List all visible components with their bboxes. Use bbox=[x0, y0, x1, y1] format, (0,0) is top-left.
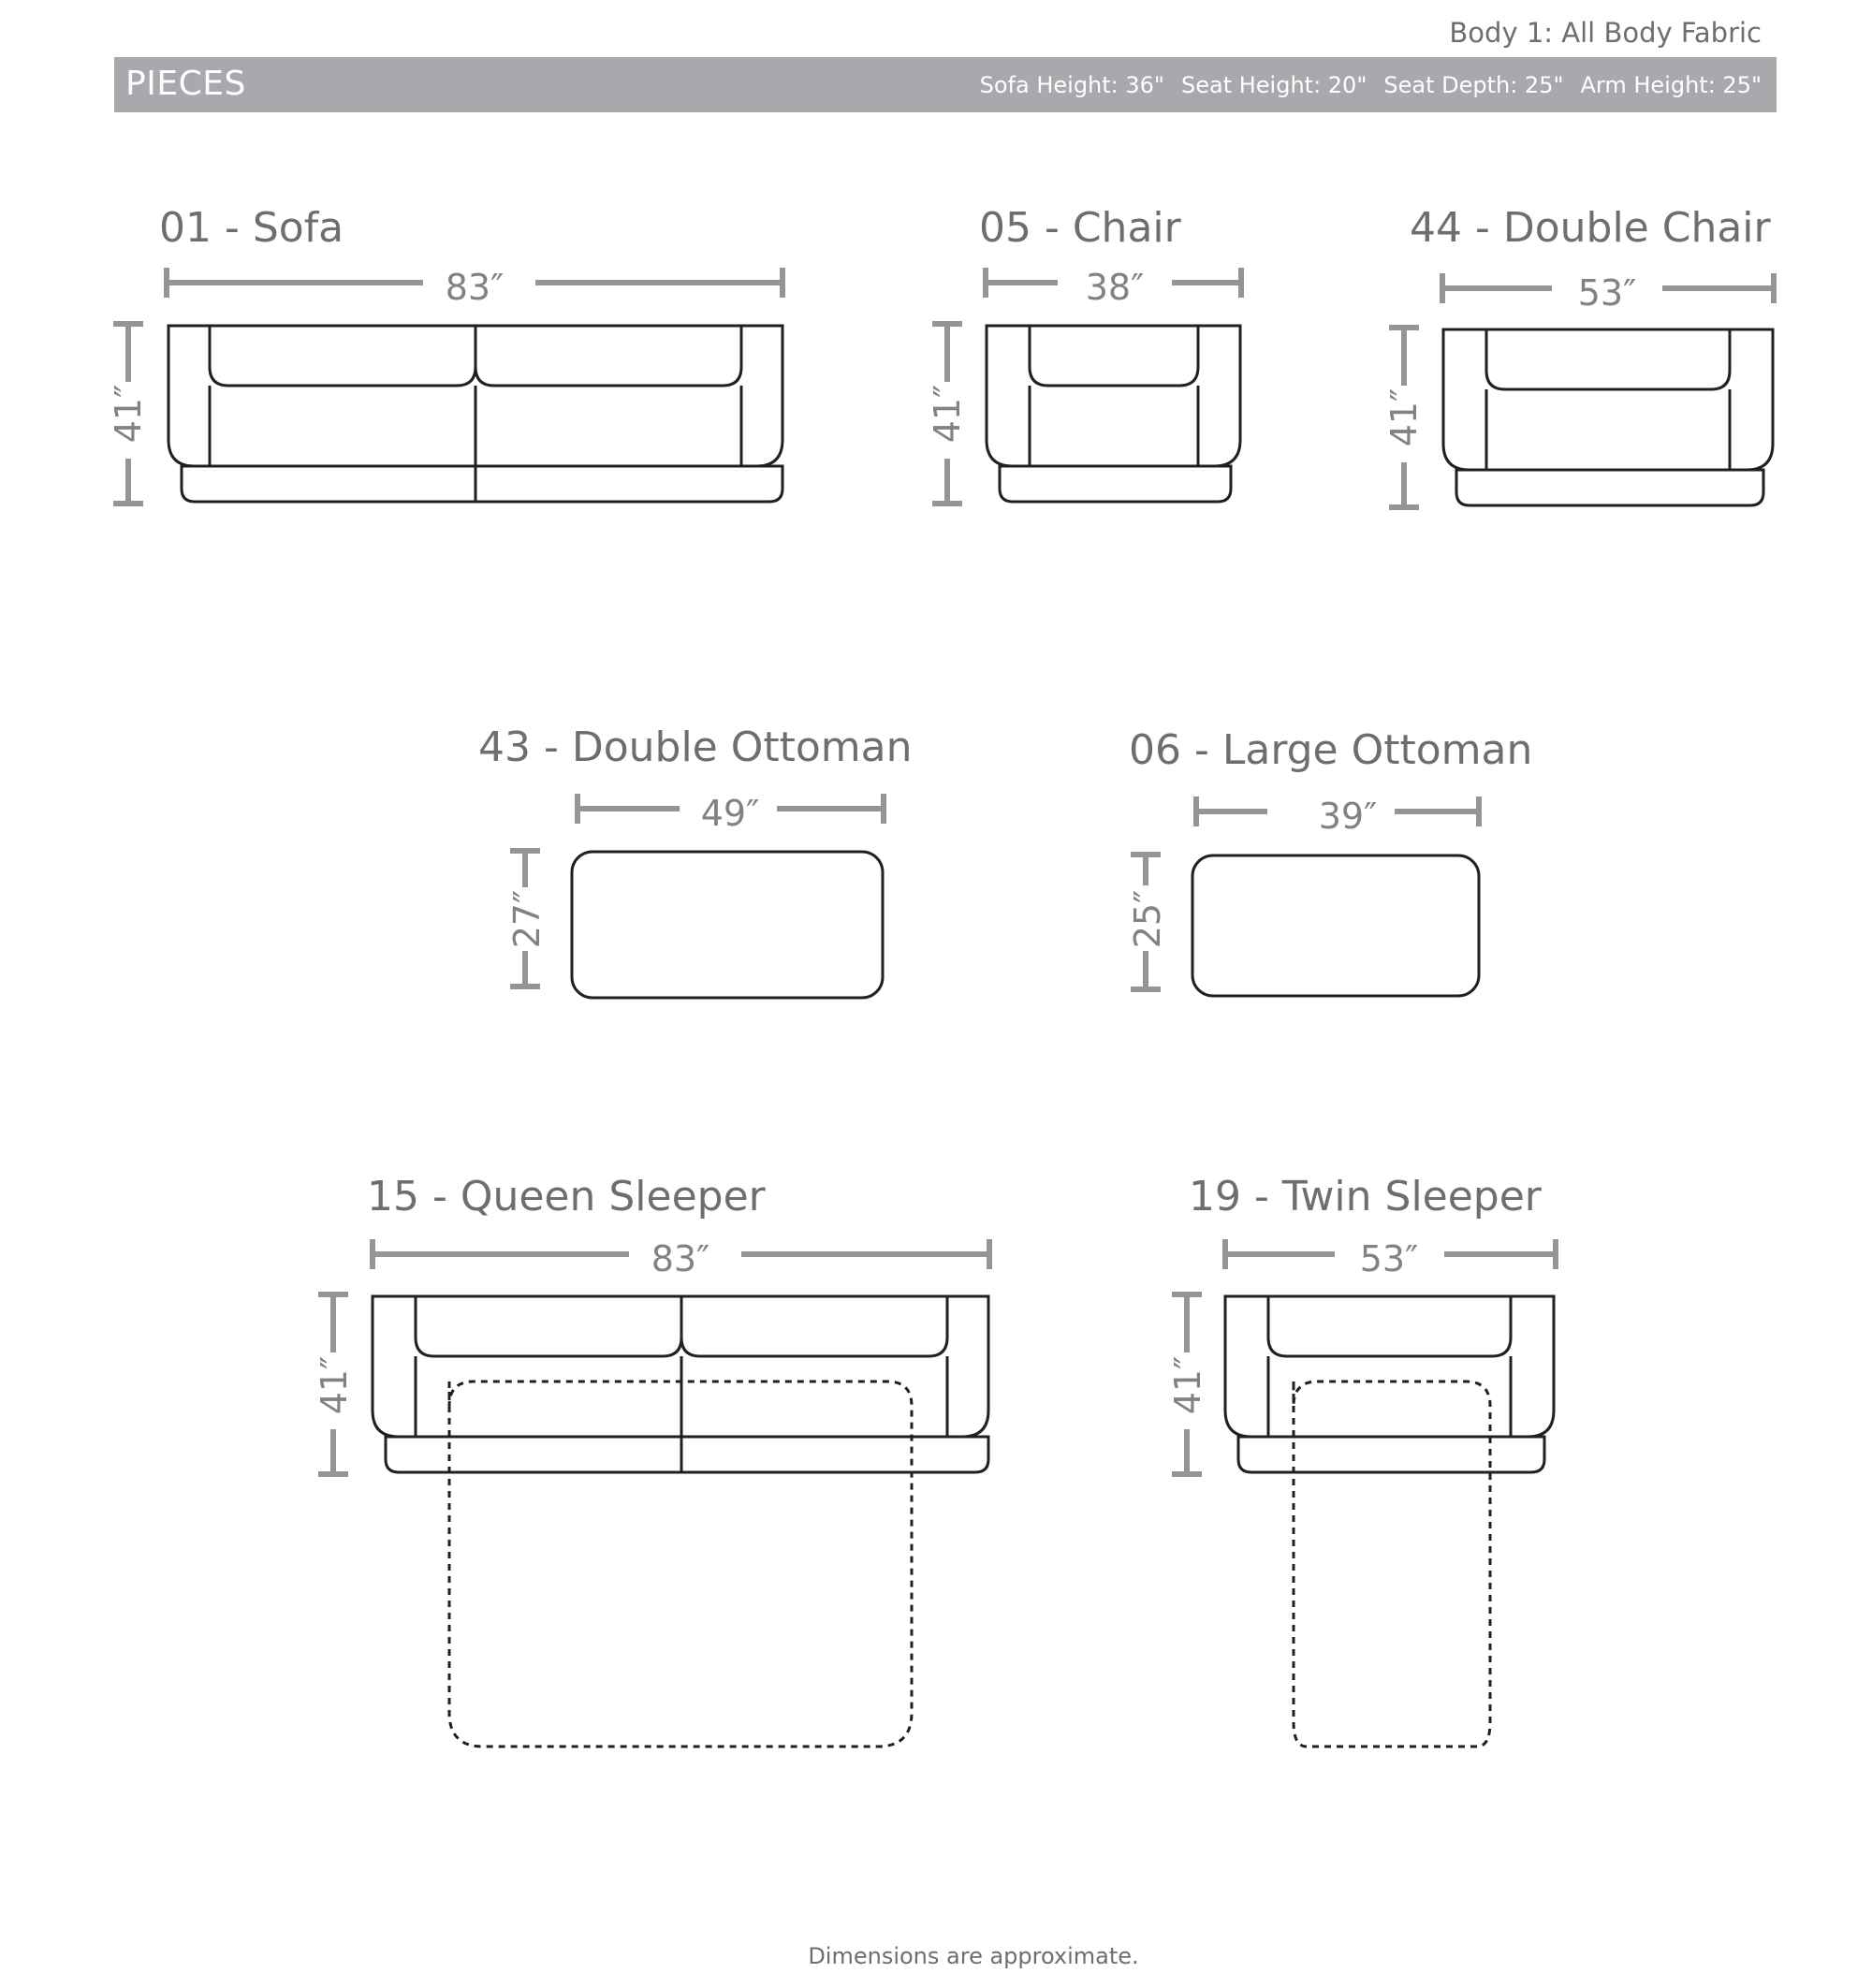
piece-title-double-ottoman: 43 - Double Ottoman bbox=[478, 724, 913, 771]
piece-large-ottoman bbox=[1127, 726, 1532, 996]
depth-dimension-large-ottoman bbox=[1127, 855, 1168, 989]
piece-chair bbox=[927, 204, 1241, 504]
piece-title-twin-sleeper: 19 - Twin Sleeper bbox=[1189, 1173, 1542, 1221]
width-label-twin-sleeper: 53″ bbox=[1359, 1238, 1419, 1279]
width-label-chair: 38″ bbox=[1085, 267, 1145, 308]
depth-label-queen-sleeper: 41″ bbox=[314, 1355, 355, 1415]
depth-label-chair: 41″ bbox=[927, 384, 968, 444]
depth-label-twin-sleeper: 41″ bbox=[1167, 1355, 1208, 1415]
width-dimension-large-ottoman bbox=[1196, 796, 1479, 837]
piece-queen-sleeper bbox=[314, 1173, 989, 1747]
depth-label-sofa: 41″ bbox=[108, 384, 149, 444]
depth-label-double-chair: 41″ bbox=[1383, 387, 1425, 447]
piece-twin-sleeper bbox=[1167, 1173, 1556, 1747]
depth-dimension-sofa bbox=[108, 324, 149, 504]
spec-seat-depth: Seat Depth: 25" bbox=[1383, 72, 1564, 98]
width-label-double-chair: 53″ bbox=[1577, 272, 1637, 314]
width-dimension-twin-sleeper bbox=[1225, 1238, 1556, 1279]
spec-sofa-height: Sofa Height: 36" bbox=[979, 72, 1164, 98]
width-dimension-chair bbox=[986, 267, 1241, 308]
depth-dimension-double-chair bbox=[1383, 328, 1425, 507]
width-dimension-queen-sleeper bbox=[373, 1238, 989, 1279]
piece-title-double-chair: 44 - Double Chair bbox=[1410, 204, 1771, 252]
width-label-double-ottoman: 49″ bbox=[700, 793, 760, 834]
width-label-queen-sleeper: 83″ bbox=[651, 1238, 710, 1279]
depth-label-double-ottoman: 27″ bbox=[506, 889, 548, 949]
pieces-title: PIECES bbox=[125, 65, 246, 103]
piece-title-chair: 05 - Chair bbox=[979, 204, 1181, 252]
spec-arm-height: Arm Height: 25" bbox=[1580, 72, 1762, 98]
chair-outline bbox=[987, 326, 1240, 502]
width-label-sofa: 83″ bbox=[445, 267, 505, 308]
piece-double-chair bbox=[1383, 204, 1774, 507]
depth-dimension-double-ottoman bbox=[506, 851, 548, 987]
piece-title-queen-sleeper: 15 - Queen Sleeper bbox=[367, 1173, 766, 1221]
dimensions-footnote: Dimensions are approximate. bbox=[808, 1943, 1139, 1969]
piece-double-ottoman bbox=[478, 724, 913, 998]
sofa-outline bbox=[168, 326, 782, 502]
width-dimension-sofa bbox=[167, 267, 782, 308]
double-ottoman-outline bbox=[572, 852, 883, 998]
piece-sofa bbox=[108, 204, 782, 504]
width-dimension-double-ottoman bbox=[578, 793, 884, 834]
piece-title-sofa: 01 - Sofa bbox=[159, 204, 344, 252]
depth-dimension-twin-sleeper bbox=[1167, 1294, 1208, 1474]
twin-sleeper-outline bbox=[1225, 1296, 1554, 1472]
large-ottoman-outline bbox=[1192, 855, 1479, 996]
spec-seat-height: Seat Height: 20" bbox=[1180, 72, 1367, 98]
double-chair-outline bbox=[1443, 329, 1773, 505]
depth-label-large-ottoman: 25″ bbox=[1127, 889, 1168, 949]
queen-sleeper-outline bbox=[373, 1296, 988, 1472]
width-label-large-ottoman: 39″ bbox=[1318, 796, 1378, 837]
width-dimension-double-chair bbox=[1442, 272, 1774, 314]
body-fabric-label: Body 1: All Body Fabric bbox=[1449, 17, 1762, 49]
depth-dimension-chair bbox=[927, 324, 968, 504]
piece-title-large-ottoman: 06 - Large Ottoman bbox=[1129, 726, 1533, 774]
depth-dimension-queen-sleeper bbox=[314, 1294, 355, 1474]
